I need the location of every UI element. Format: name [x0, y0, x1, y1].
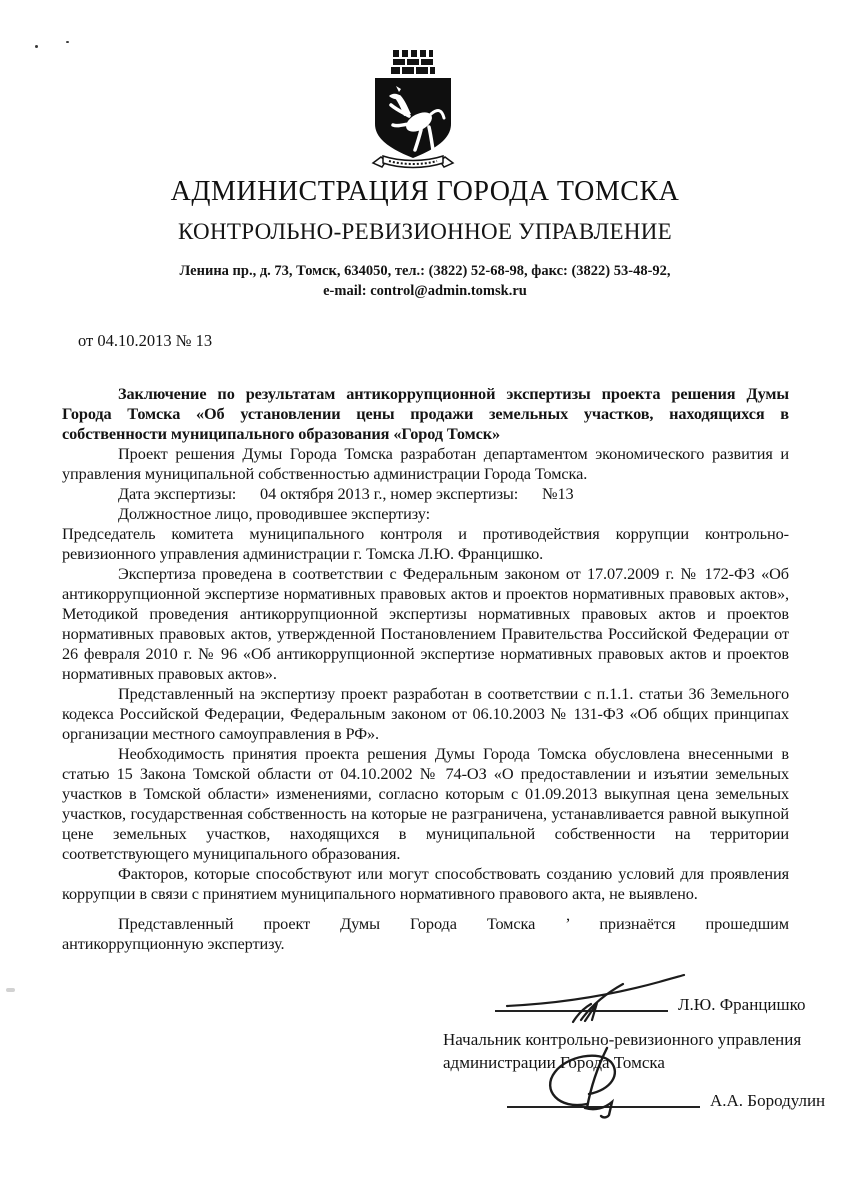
- address-line-1: Ленина пр., д. 73, Томск, 634050, тел.: (3822) 52-68-98, факс: (3822) 53-48-92,: [179, 263, 671, 279]
- scan-speck-icon: [35, 45, 38, 48]
- document-date-number: от 04.10.2013 № 13: [78, 331, 213, 350]
- paragraph: Факторов, которые способствуют или могут способствовать созданию условий для проявления коррупции в связи с принятием муниципального нормативного правового акта, не выявлено.: [62, 864, 789, 903]
- signature-line: [495, 972, 668, 1012]
- paragraph: Должностное лицо, проводившее экспертизу:: [118, 504, 431, 523]
- document-title-paragraph: Заключение по результатам антикоррупционной экспертизы проекта решения Думы Города Томска «Об установлении цены продажи земельных участков, находящихся в собственности муниципального образования «Город Томск»: [62, 384, 789, 443]
- handwritten-signature-icon: [489, 966, 689, 1022]
- signer-name: Л.Ю. Францишко: [678, 995, 806, 1014]
- department-name: КОНТРОЛЬНО-РЕВИЗИОННОЕ УПРАВЛЕНИЕ: [177, 219, 673, 244]
- conclusion-line-2: антикоррупционную экспертизу.: [62, 934, 285, 953]
- signer-name: А.А. Бородулин: [710, 1091, 826, 1110]
- scan-speck-icon: [66, 41, 69, 43]
- officer-title-line-2: администрации Города Томска: [443, 1053, 665, 1072]
- organization-name: АДМИНИСТРАЦИЯ ГОРОДА ТОМСКА: [170, 176, 680, 207]
- paragraph: Необходимость принятия проекта решения Думы Города Томска обусловлена внесенными в статью 15 Закона Томской области от 04.10.2002 № 74-ОЗ «О предоставлении и изъятии земельных участков в Томской области» изменениями, согласно которым с 01.09.2013 выкупная цена земельных участков, государственная собственность на которые не разграничена, устанавливается равной выкупной цене земельных участков, находящихся в муниципальной собственности на территории соответствующего муниципального образования.: [62, 744, 789, 863]
- officer-title-line-1: Начальник контрольно-ревизионного управления: [443, 1030, 802, 1049]
- paragraph: Представленный на экспертизу проект разработан в соответствии с п.1.1. статьи 36 Земельного кодекса Российской Федерации, Федеральным законом от 06.10.2003 № 131-ФЗ «Об общих принципах организации местного самоуправления в РФ».: [62, 684, 789, 743]
- handwritten-signature-icon: [525, 1046, 665, 1118]
- scan-speck-icon: [6, 988, 15, 992]
- conclusion-paragraph: [62, 914, 789, 954]
- signature-block-borodulin: [507, 1060, 825, 1108]
- signature-block-francishko: [495, 972, 806, 1012]
- paragraph: Председатель комитета муниципального контроля и противодействия коррупции контрольно-ревизионного управления администрации г. Томска Л.Ю. Францишко.: [62, 524, 789, 563]
- paragraph: Экспертиза проведена в соответствии с Федеральным законом от 17.07.2009 г. № 172-ФЗ «Об антикоррупционной экспертизе нормативных правовых актов и проектов нормативных правовых актов», Методикой проведения антикоррупционной экспертизы нормативных правовых актов и проектов нормативных правовых актов, утвержденной Постановлением Правительства Российской Федерации от 26 февраля 2010 г. № 96 «Об антикоррупционной экспертизе нормативных правовых актов и проектов нормативных правовых актов».: [62, 564, 789, 683]
- mural-crown-icon: [391, 50, 435, 74]
- signature-line: [507, 1060, 700, 1108]
- address-line-2: e-mail: control@admin.tomsk.ru: [323, 283, 527, 299]
- tomsk-coat-of-arms-icon: [371, 50, 455, 174]
- conclusion-line-1: Представленный проект Думы Города Томска ’ признаётся прошедшим: [118, 914, 789, 933]
- letterhead-contact-block: [0, 261, 850, 301]
- paragraph: Проект решения Думы Города Томска разработан департаментом экономического развития и управления муниципальной собственностью администрации Города Томска.: [62, 444, 789, 483]
- expertise-date-line: Дата экспертизы: 04 октября 2013 г., номер экспертизы: №13: [118, 484, 574, 503]
- document-body: [62, 384, 789, 954]
